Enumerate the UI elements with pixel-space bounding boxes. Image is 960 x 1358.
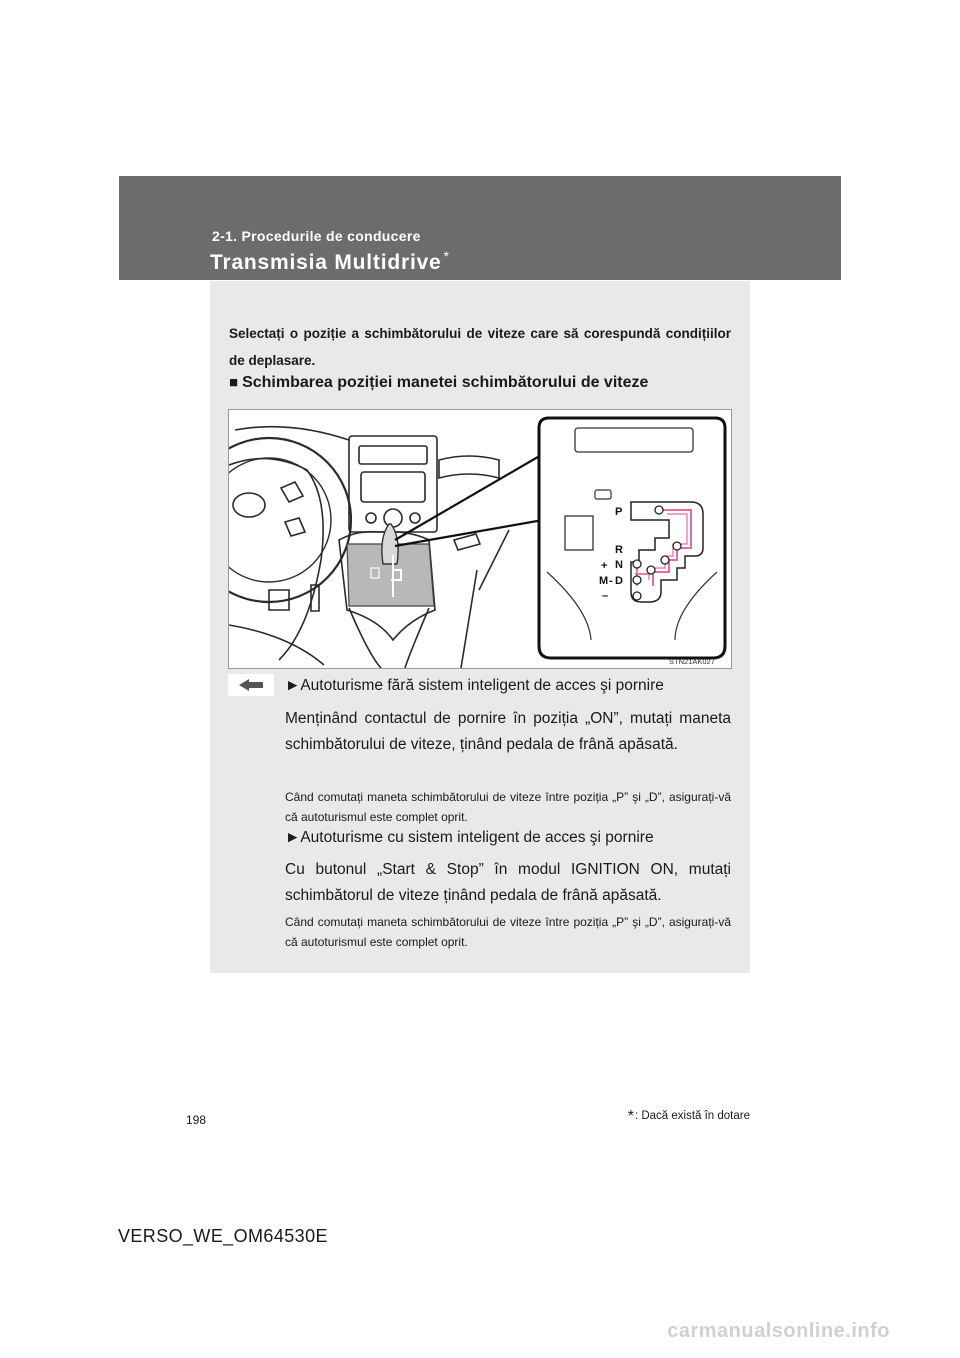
page-title-text: Transmisia Multidrive [210, 251, 442, 274]
triangle-bullet-icon: ► [285, 829, 301, 846]
gear-label-m: M [599, 575, 609, 587]
gear-label-plus: + [601, 560, 608, 572]
triangle-bullet-icon: ► [285, 677, 301, 694]
dashboard-drawing [229, 410, 732, 669]
asterisk-icon: * [443, 248, 450, 264]
figure-code: STN21AK027 [669, 657, 715, 666]
intro-text: Selectați o poziție a schimbătorului de viteze care să corespundă condițiilor de deplasare. [229, 326, 731, 368]
page-title [210, 248, 450, 275]
shift-lever-illustration [228, 409, 732, 669]
gear-label-r: R [615, 544, 623, 556]
gear-label-p: P [615, 506, 623, 518]
variant-label-2 [285, 828, 654, 848]
variant-label-2-text: Autoturisme cu sistem inteligent de acces şi pornire [300, 829, 654, 846]
variant-label-1 [285, 676, 664, 696]
asterisk-icon: * [627, 1108, 634, 1125]
footnote [628, 1108, 750, 1126]
variant-text-1: Menținând contactul de pornire în poziția „ON”, mutați maneta schimbătorului de viteze, ținând pedala de frână apăsată. [285, 710, 731, 753]
gear-label-minus: – [602, 590, 609, 602]
variant-note-1: Când comutați maneta schimbătorului de viteze între poziția „P” şi „D”, asigurați-vă că autoturismul este complet oprit. [285, 790, 731, 824]
variant-label-1-text: Autoturisme fără sistem inteligent de acces şi pornire [300, 677, 664, 694]
footnote-text: : Dacă există în dotare [634, 1110, 750, 1122]
square-bullet-icon: ■ [229, 374, 239, 391]
subsection-heading [229, 374, 648, 392]
back-arrow-icon [237, 678, 265, 692]
gear-label-n: N [615, 559, 623, 571]
svg-text:-: - [609, 575, 613, 587]
gear-label-d: D [615, 575, 623, 587]
variant-text-2: Cu butonul „Start & Stop” în modul IGNITION ON, mutați schimbătorul de viteze ținând pedala de frână apăsată. [285, 861, 731, 904]
variant-note-2: Când comutați maneta schimbătorului de viteze între poziția „P” şi „D”, asigurați-vă că autoturismul este complet oprit. [285, 915, 731, 949]
subsection-title: Schimbarea poziției manetei schimbătorului de viteze [242, 374, 649, 391]
back-arrow-tab[interactable] [228, 674, 274, 696]
watermark: carmanualsonline.info [667, 1320, 890, 1342]
page-number: 198 [186, 1113, 207, 1127]
document-code: VERSO_WE_OM64530E [118, 1226, 328, 1246]
section-label: 2-1. Procedurile de conducere [212, 228, 421, 244]
